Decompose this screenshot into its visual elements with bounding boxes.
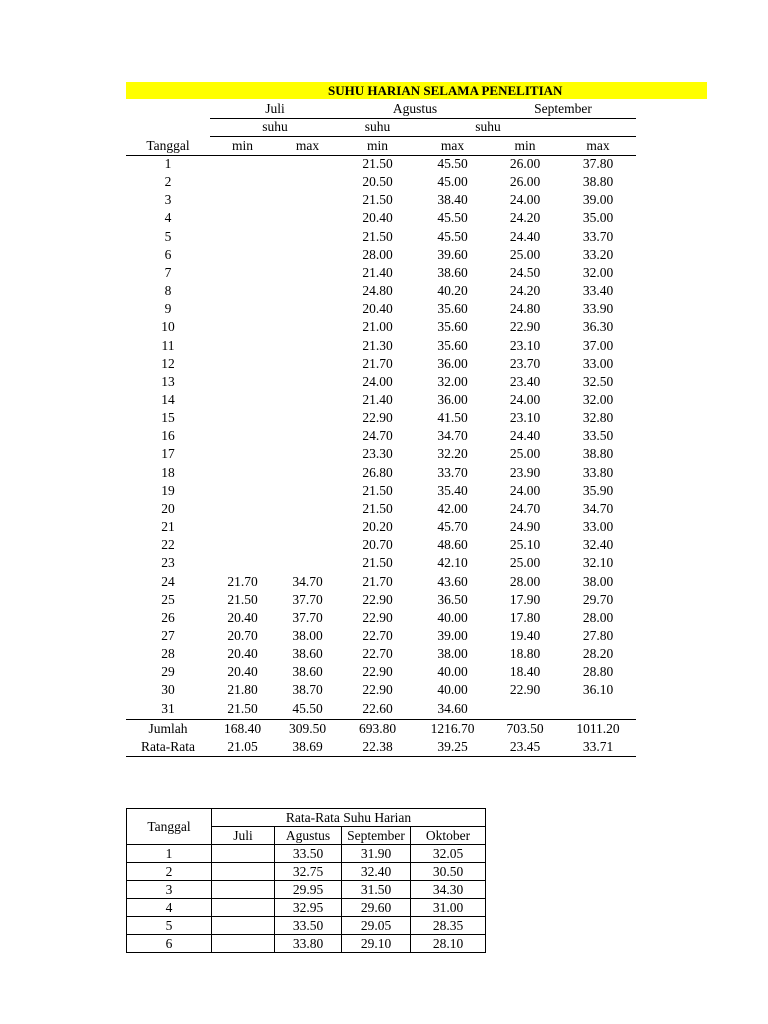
cell-juli-min — [210, 173, 275, 191]
cell-juli-max — [275, 337, 340, 355]
cell-tanggal: 10 — [161, 319, 175, 335]
cell-juli-max: 37.70 — [292, 609, 323, 625]
cell-agustus-max: 33.70 — [437, 464, 468, 480]
suhu-label-agustus: suhu — [364, 119, 391, 134]
cell-september-max: 33.70 — [582, 228, 614, 244]
cell-september-min: 24.50 — [509, 264, 541, 280]
cell-juli-min — [210, 445, 275, 463]
cell-september-max: 33.00 — [582, 519, 614, 534]
cell-agustus-min: 20.50 — [362, 174, 393, 190]
cell-tanggal: 21 — [161, 519, 175, 534]
month-header-agustus: Agustus — [392, 101, 438, 116]
cell-juli-min — [210, 282, 275, 300]
cell-september-max: 39.00 — [582, 192, 614, 208]
cell-agustus-max: 48.60 — [437, 537, 468, 553]
cell-agustus-min: 21.50 — [362, 500, 393, 516]
cell-tanggal: 17 — [161, 446, 175, 462]
cell-juli-min — [210, 209, 275, 227]
summary-cell-oktober: 28.10 — [411, 935, 486, 953]
cell-september-min: 25.00 — [509, 555, 541, 571]
cell-september-max: 33.40 — [582, 283, 614, 298]
summary-cell-juli — [212, 845, 275, 863]
cell-juli-min — [210, 355, 275, 373]
col-header-september-min: min — [514, 138, 536, 153]
col-header-juli-min: min — [231, 138, 253, 153]
cell-september-max: 28.80 — [582, 664, 614, 680]
row-rata-rata-september-min: 23.45 — [509, 739, 541, 754]
cell-september-max: 32.40 — [582, 537, 614, 553]
cell-tanggal: 23 — [161, 555, 175, 571]
row-jumlah-september-min: 703.50 — [506, 721, 544, 736]
row-rata-rata-september-max: 33.71 — [582, 739, 614, 754]
summary-cell-tanggal: 1 — [127, 845, 212, 863]
row-rata-rata-tanggal: Rata-Rata — [141, 739, 195, 754]
cell-september-max: 32.10 — [582, 555, 614, 571]
suhu-label-juli: suhu — [262, 119, 288, 134]
cell-september-max: 34.70 — [582, 500, 614, 516]
cell-agustus-min: 22.90 — [362, 410, 393, 426]
summary-month-september: September — [342, 827, 411, 845]
cell-agustus-max: 45.50 — [437, 210, 468, 226]
cell-september-max: 33.50 — [582, 428, 614, 444]
cell-juli-max — [275, 246, 340, 264]
summary-cell-agustus: 29.95 — [275, 881, 342, 899]
cell-september-min: 18.40 — [509, 664, 541, 680]
cell-agustus-max: 35.60 — [437, 337, 468, 353]
cell-juli-min — [210, 191, 275, 209]
cell-september-min: 22.90 — [509, 682, 541, 698]
cell-juli-min — [210, 482, 275, 500]
cell-agustus-min: 21.40 — [362, 391, 393, 407]
cell-september-min: 19.40 — [509, 627, 541, 643]
cell-juli-min — [210, 409, 275, 427]
summary-cell-september: 29.10 — [342, 935, 411, 953]
cell-agustus-min: 21.50 — [362, 192, 393, 208]
row-jumlah-september-max: 1011.20 — [576, 721, 620, 736]
summary-cell-juli — [212, 863, 275, 881]
cell-juli-max: 45.50 — [292, 700, 323, 716]
cell-september-min: 17.80 — [509, 609, 541, 625]
cell-agustus-max: 38.60 — [437, 264, 468, 280]
row-rata-rata-agustus-min: 22.38 — [362, 739, 393, 754]
cell-juli-max: 38.00 — [292, 627, 323, 643]
cell-agustus-max: 34.60 — [437, 700, 468, 716]
cell-agustus-max: 34.70 — [437, 428, 468, 444]
cell-september-max: 28.20 — [582, 646, 614, 661]
cell-september-max: 37.00 — [582, 337, 614, 353]
cell-tanggal: 26 — [161, 609, 175, 625]
summary-month-juli: Juli — [212, 827, 275, 845]
cell-september-min: 26.00 — [509, 156, 541, 171]
cell-agustus-max: 38.00 — [437, 646, 468, 661]
summary-cell-tanggal: 2 — [127, 863, 212, 881]
cell-september-min: 24.00 — [509, 192, 541, 208]
tanggal-header: Tanggal — [146, 138, 190, 153]
cell-september-min — [490, 700, 560, 718]
cell-agustus-min: 22.90 — [362, 664, 393, 680]
cell-agustus-min: 23.30 — [362, 446, 393, 462]
summary-cell-oktober: 30.50 — [411, 863, 486, 881]
cell-tanggal: 5 — [164, 228, 172, 244]
cell-juli-min: 21.80 — [227, 682, 258, 698]
cell-september-max: 33.00 — [582, 355, 614, 371]
cell-september-max: 36.30 — [582, 319, 614, 335]
summary-cell-agustus: 33.50 — [275, 845, 342, 863]
cell-september-max: 32.80 — [582, 410, 614, 426]
summary-cell-agustus: 32.95 — [275, 899, 342, 917]
cell-september-max: 38.80 — [582, 174, 614, 190]
row-jumlah-juli-min: 168.40 — [223, 721, 262, 736]
cell-agustus-max: 40.00 — [437, 664, 468, 680]
cell-juli-max: 38.60 — [292, 646, 323, 661]
cell-september-max: 32.00 — [582, 264, 614, 280]
cell-agustus-min: 24.70 — [362, 428, 393, 444]
summary-cell-oktober: 32.05 — [411, 845, 486, 863]
row-rata-rata-juli-max: 38.69 — [292, 739, 323, 754]
summary-cell-oktober: 28.35 — [411, 917, 486, 935]
cell-tanggal: 31 — [161, 700, 175, 716]
cell-september-max: 38.00 — [582, 573, 614, 589]
cell-tanggal: 12 — [161, 355, 175, 371]
cell-juli-max — [275, 391, 340, 409]
totals-bottom-rule — [126, 756, 636, 757]
cell-agustus-min: 21.50 — [362, 156, 393, 171]
cell-tanggal: 1 — [164, 156, 172, 171]
cell-agustus-max: 35.60 — [437, 301, 468, 317]
cell-tanggal: 20 — [161, 500, 175, 516]
summary-cell-september: 32.40 — [342, 863, 411, 881]
cell-september-min: 24.20 — [509, 210, 541, 226]
cell-september-min: 24.40 — [509, 428, 541, 444]
cell-juli-max — [275, 355, 340, 373]
cell-juli-max — [275, 173, 340, 191]
cell-september-min: 25.10 — [509, 537, 541, 553]
cell-juli-min — [210, 264, 275, 282]
cell-tanggal: 6 — [164, 246, 172, 262]
cell-agustus-max: 36.00 — [437, 391, 468, 407]
summary-cell-juli — [212, 917, 275, 935]
cell-agustus-max: 45.00 — [437, 174, 468, 190]
cell-juli-min — [210, 155, 275, 173]
summary-cell-september: 31.50 — [342, 881, 411, 899]
cell-tanggal: 8 — [164, 283, 172, 298]
cell-september-min: 23.90 — [509, 464, 541, 480]
cell-juli-min — [210, 536, 275, 554]
cell-juli-min — [210, 427, 275, 445]
cell-september-min: 23.70 — [509, 355, 541, 371]
cell-september-max: 38.80 — [582, 446, 614, 462]
cell-juli-min — [210, 246, 275, 264]
summary-cell-juli — [212, 881, 275, 899]
cell-juli-min — [210, 300, 275, 318]
cell-juli-min — [210, 228, 275, 246]
col-header-september-max: max — [586, 138, 610, 153]
cell-tanggal: 29 — [161, 664, 175, 680]
cell-agustus-min: 21.50 — [362, 482, 393, 498]
cell-juli-max — [275, 482, 340, 500]
cell-agustus-min: 24.00 — [362, 373, 393, 389]
cell-agustus-min: 21.70 — [362, 573, 393, 589]
row-rata-rata-juli-min: 21.05 — [227, 739, 258, 754]
cell-juli-min: 21.50 — [227, 591, 258, 607]
summary-cell-tanggal: 4 — [127, 899, 212, 917]
cell-tanggal: 18 — [161, 464, 175, 480]
cell-tanggal: 14 — [161, 391, 175, 407]
cell-juli-max: 38.70 — [292, 682, 323, 698]
cell-september-min: 24.00 — [509, 482, 541, 498]
cell-agustus-min: 21.40 — [362, 264, 393, 280]
cell-agustus-max: 43.60 — [437, 573, 468, 589]
summary-row — [127, 845, 486, 863]
cell-agustus-max: 36.50 — [437, 591, 468, 607]
summary-cell-september: 29.05 — [342, 917, 411, 935]
cell-juli-max — [275, 318, 340, 336]
cell-juli-max: 34.70 — [292, 573, 323, 589]
cell-juli-max — [275, 409, 340, 427]
cell-agustus-min: 22.60 — [362, 700, 393, 716]
summary-cell-juli — [212, 899, 275, 917]
cell-tanggal: 2 — [164, 174, 172, 190]
cell-agustus-max: 35.40 — [437, 482, 468, 498]
cell-juli-min — [210, 464, 275, 482]
cell-agustus-max: 41.50 — [437, 410, 468, 426]
summary-tanggal-header: Tanggal — [127, 809, 212, 845]
cell-juli-max — [275, 282, 340, 300]
cell-agustus-min: 21.70 — [362, 355, 393, 371]
cell-juli-max — [275, 464, 340, 482]
cell-september-min: 23.40 — [509, 373, 541, 389]
cell-september-max: 35.90 — [582, 482, 614, 498]
cell-agustus-min: 22.90 — [362, 591, 393, 607]
cell-september-max: 36.10 — [582, 682, 614, 698]
cell-agustus-max: 40.00 — [437, 609, 468, 625]
cell-september-min: 24.90 — [509, 519, 541, 534]
summary-cell-september: 31.90 — [342, 845, 411, 863]
cell-juli-max — [275, 373, 340, 391]
cell-september-max: 33.90 — [582, 301, 614, 317]
cell-juli-max — [275, 191, 340, 209]
cell-agustus-max: 45.70 — [437, 519, 468, 534]
row-jumlah-tanggal: Jumlah — [148, 721, 188, 736]
summary-cell-agustus: 33.50 — [275, 917, 342, 935]
cell-agustus-max: 36.00 — [437, 355, 468, 371]
cell-september-min: 24.80 — [509, 301, 541, 317]
summary-cell-tanggal: 5 — [127, 917, 212, 935]
cell-juli-min: 20.40 — [227, 646, 258, 661]
summary-cell-september: 29.60 — [342, 899, 411, 917]
cell-juli-min — [210, 391, 275, 409]
cell-agustus-min: 22.90 — [362, 682, 393, 698]
summary-cell-tanggal: 6 — [127, 935, 212, 953]
cell-juli-max: 37.70 — [292, 591, 323, 607]
cell-agustus-min: 22.70 — [362, 627, 393, 643]
summary-cell-tanggal: 3 — [127, 881, 212, 899]
cell-tanggal: 30 — [161, 682, 175, 698]
cell-september-min: 22.90 — [509, 319, 541, 335]
cell-september-min: 25.00 — [509, 246, 541, 262]
cell-juli-min: 20.70 — [227, 627, 258, 643]
cell-agustus-min: 20.70 — [362, 537, 393, 553]
cell-september-max: 33.20 — [582, 246, 614, 262]
summary-row — [127, 935, 486, 953]
cell-september-max — [560, 700, 636, 718]
cell-juli-max — [275, 518, 340, 536]
cell-juli-min — [210, 518, 275, 536]
cell-tanggal: 11 — [161, 337, 175, 353]
cell-agustus-max: 39.60 — [437, 246, 468, 262]
cell-september-min: 24.70 — [509, 500, 541, 516]
month-header-september: September — [534, 101, 592, 116]
cell-agustus-min: 22.90 — [362, 609, 393, 625]
cell-agustus-max: 38.40 — [437, 192, 468, 208]
summary-row — [127, 863, 486, 881]
cell-juli-min: 21.70 — [227, 573, 258, 589]
cell-juli-max — [275, 554, 340, 572]
summary-month-oktober: Oktober — [411, 827, 486, 845]
cell-juli-min — [210, 500, 275, 518]
cell-tanggal: 3 — [164, 192, 172, 208]
cell-september-min: 24.20 — [509, 283, 541, 298]
cell-tanggal: 24 — [161, 573, 175, 589]
cell-agustus-min: 20.20 — [362, 519, 393, 534]
summary-group-title: Rata-Rata Suhu Harian — [212, 809, 486, 827]
cell-september-min: 24.40 — [509, 228, 541, 244]
cell-agustus-min: 21.00 — [362, 319, 393, 335]
cell-juli-min — [210, 318, 275, 336]
cell-september-max: 29.70 — [582, 591, 614, 607]
cell-juli-min: 21.50 — [227, 700, 258, 716]
summary-row — [127, 917, 486, 935]
cell-september-min: 23.10 — [509, 337, 541, 353]
cell-agustus-max: 35.60 — [437, 319, 468, 335]
cell-agustus-min: 26.80 — [362, 464, 393, 480]
cell-september-max: 37.80 — [582, 156, 614, 171]
summary-cell-juli — [212, 935, 275, 953]
cell-juli-max — [275, 155, 340, 173]
summary-cell-oktober: 31.00 — [411, 899, 486, 917]
cell-agustus-max: 40.00 — [437, 682, 468, 698]
cell-juli-max — [275, 445, 340, 463]
cell-september-max: 28.00 — [582, 609, 614, 625]
cell-september-max: 33.80 — [582, 464, 614, 480]
summary-month-agustus: Agustus — [275, 827, 342, 845]
summary-cell-agustus: 32.75 — [275, 863, 342, 881]
row-jumlah-agustus-min: 693.80 — [358, 721, 397, 736]
cell-agustus-max: 40.20 — [437, 283, 468, 298]
row-jumlah-juli-max: 309.50 — [288, 721, 327, 736]
cell-agustus-max: 32.00 — [437, 373, 468, 389]
cell-september-min: 17.90 — [509, 591, 541, 607]
cell-september-min: 28.00 — [509, 573, 541, 589]
suhu-label-september: suhu — [475, 119, 501, 134]
cell-september-min: 18.80 — [509, 646, 541, 661]
cell-tanggal: 7 — [164, 264, 172, 280]
cell-tanggal: 4 — [164, 210, 172, 226]
cell-september-max: 35.00 — [582, 210, 614, 226]
cell-agustus-max: 39.00 — [437, 627, 468, 643]
cell-agustus-min: 21.50 — [362, 228, 393, 244]
cell-agustus-min: 22.70 — [362, 646, 393, 661]
col-header-agustus-max: max — [440, 138, 465, 153]
col-header-agustus-min: min — [366, 138, 388, 153]
summary-cell-oktober: 34.30 — [411, 881, 486, 899]
cell-agustus-max: 45.50 — [437, 156, 468, 171]
cell-juli-max — [275, 536, 340, 554]
row-jumlah-agustus-max: 1216.70 — [430, 721, 475, 736]
cell-juli-min — [210, 373, 275, 391]
cell-juli-min — [210, 337, 275, 355]
row-rata-rata-agustus-max: 39.25 — [437, 739, 468, 754]
cell-agustus-min: 20.40 — [362, 301, 393, 317]
summary-row — [127, 899, 486, 917]
cell-agustus-min: 21.50 — [362, 555, 393, 571]
cell-juli-min: 20.40 — [227, 664, 258, 680]
cell-september-max: 27.80 — [582, 627, 614, 643]
cell-agustus-max: 42.00 — [437, 500, 468, 516]
cell-agustus-min: 20.40 — [362, 210, 393, 226]
cell-tanggal: 27 — [161, 627, 175, 643]
summary-cell-agustus: 33.80 — [275, 935, 342, 953]
col-header-juli-max: max — [295, 138, 320, 153]
daily-average-table — [126, 808, 486, 953]
table-title: SUHU HARIAN SELAMA PENELITIAN — [328, 83, 563, 98]
cell-juli-max — [275, 228, 340, 246]
cell-juli-max — [275, 500, 340, 518]
month-header-juli: Juli — [265, 101, 285, 116]
cell-agustus-max: 45.50 — [437, 228, 468, 244]
cell-tanggal: 28 — [161, 646, 175, 661]
cell-agustus-max: 42.10 — [437, 555, 468, 571]
cell-juli-min — [210, 554, 275, 572]
cell-september-min: 24.00 — [509, 391, 541, 407]
cell-tanggal: 9 — [164, 301, 172, 317]
cell-september-max: 32.50 — [582, 373, 614, 389]
cell-tanggal: 16 — [161, 428, 175, 444]
cell-september-min: 26.00 — [509, 174, 541, 190]
cell-agustus-min: 24.80 — [362, 283, 393, 298]
summary-row — [127, 881, 486, 899]
cell-september-min: 25.00 — [509, 446, 541, 462]
cell-agustus-max: 32.20 — [437, 446, 468, 462]
cell-juli-max — [275, 300, 340, 318]
cell-agustus-min: 28.00 — [362, 246, 393, 262]
cell-juli-min: 20.40 — [227, 609, 258, 625]
cell-september-min: 23.10 — [509, 410, 541, 426]
cell-agustus-min: 21.30 — [362, 337, 393, 353]
cell-juli-max — [275, 209, 340, 227]
cell-september-max: 32.00 — [582, 391, 614, 407]
cell-juli-max — [275, 264, 340, 282]
cell-tanggal: 13 — [161, 373, 175, 389]
cell-tanggal: 25 — [161, 591, 175, 607]
cell-juli-max: 38.60 — [292, 664, 323, 680]
cell-tanggal: 22 — [161, 537, 175, 553]
cell-juli-max — [275, 427, 340, 445]
cell-tanggal: 19 — [161, 482, 175, 498]
cell-tanggal: 15 — [161, 410, 175, 426]
